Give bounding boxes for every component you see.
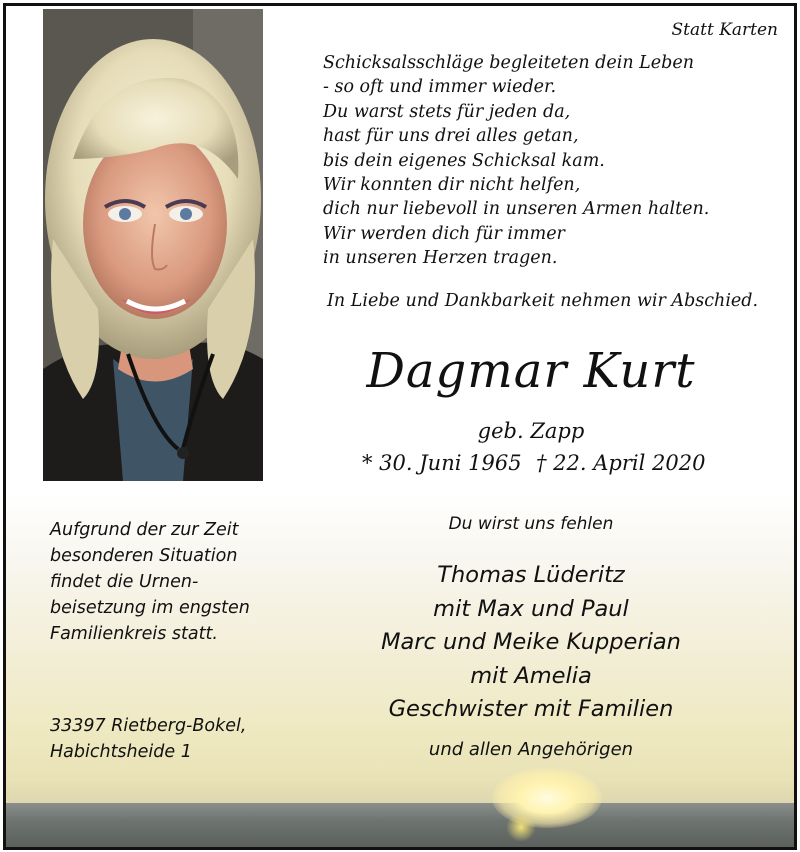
poem-line: hast für uns drei alles getan, (323, 126, 579, 147)
notice-line: beisetzung im engsten (50, 598, 250, 618)
mourner-line: Geschwister mit Familien (388, 696, 674, 722)
address-line: Habichtsheide 1 (50, 742, 192, 762)
poem-line: bis dein eigenes Schicksal kam. (323, 150, 605, 171)
poem (323, 51, 709, 271)
poem-line: Du warst stets für jeden da, (323, 101, 571, 122)
death-date: † 22. April 2020 (536, 451, 706, 475)
address (50, 713, 246, 765)
obituary-card (3, 3, 797, 850)
mourner-line: Thomas Lüderitz (437, 562, 625, 588)
statt-karten-label: Statt Karten (671, 20, 778, 40)
poem-line: dich nur liebevoll in unseren Armen halten. (323, 199, 710, 220)
poem-line: Wir konnten dir nicht helfen, (323, 175, 581, 196)
mourners-outro: und allen Angehörigen (428, 739, 634, 760)
burial-notice (50, 517, 250, 647)
poem-line: Schicksalsschläge begleiteten dein Leben (323, 53, 694, 73)
farewell-line: In Liebe und Dankbarkeit nehmen wir Abschied. (327, 291, 759, 311)
sea-horizon (6, 803, 794, 847)
deceased-name: Dagmar Kurt (366, 343, 696, 399)
mourner-line: Marc und Meike Kupperian (381, 629, 681, 655)
birth-date: * 30. Juni 1965 (362, 451, 522, 475)
portrait-photo (43, 9, 263, 481)
mourners-list (268, 559, 794, 727)
notice-line: Familienkreis statt. (50, 624, 218, 644)
notice-line: besonderen Situation (50, 546, 238, 566)
notice-line: Aufgrund der zur Zeit (50, 520, 239, 540)
notice-line: findet die Urnen- (50, 572, 199, 592)
poem-line: Wir werden dich für immer (323, 223, 565, 244)
portrait-illustration (43, 9, 263, 481)
sun-reflection (506, 812, 536, 842)
poem-line: - so oft und immer wieder. (323, 77, 557, 98)
poem-line: in unseren Herzen tragen. (323, 248, 558, 269)
mourners-intro: Du wirst uns fehlen (448, 514, 614, 534)
mourner-line: mit Max und Paul (433, 595, 629, 622)
maiden-name: geb. Zapp (477, 419, 585, 443)
address-line: 33397 Rietberg-Bokel, (50, 716, 247, 736)
mourner-line: mit Amelia (470, 662, 592, 689)
